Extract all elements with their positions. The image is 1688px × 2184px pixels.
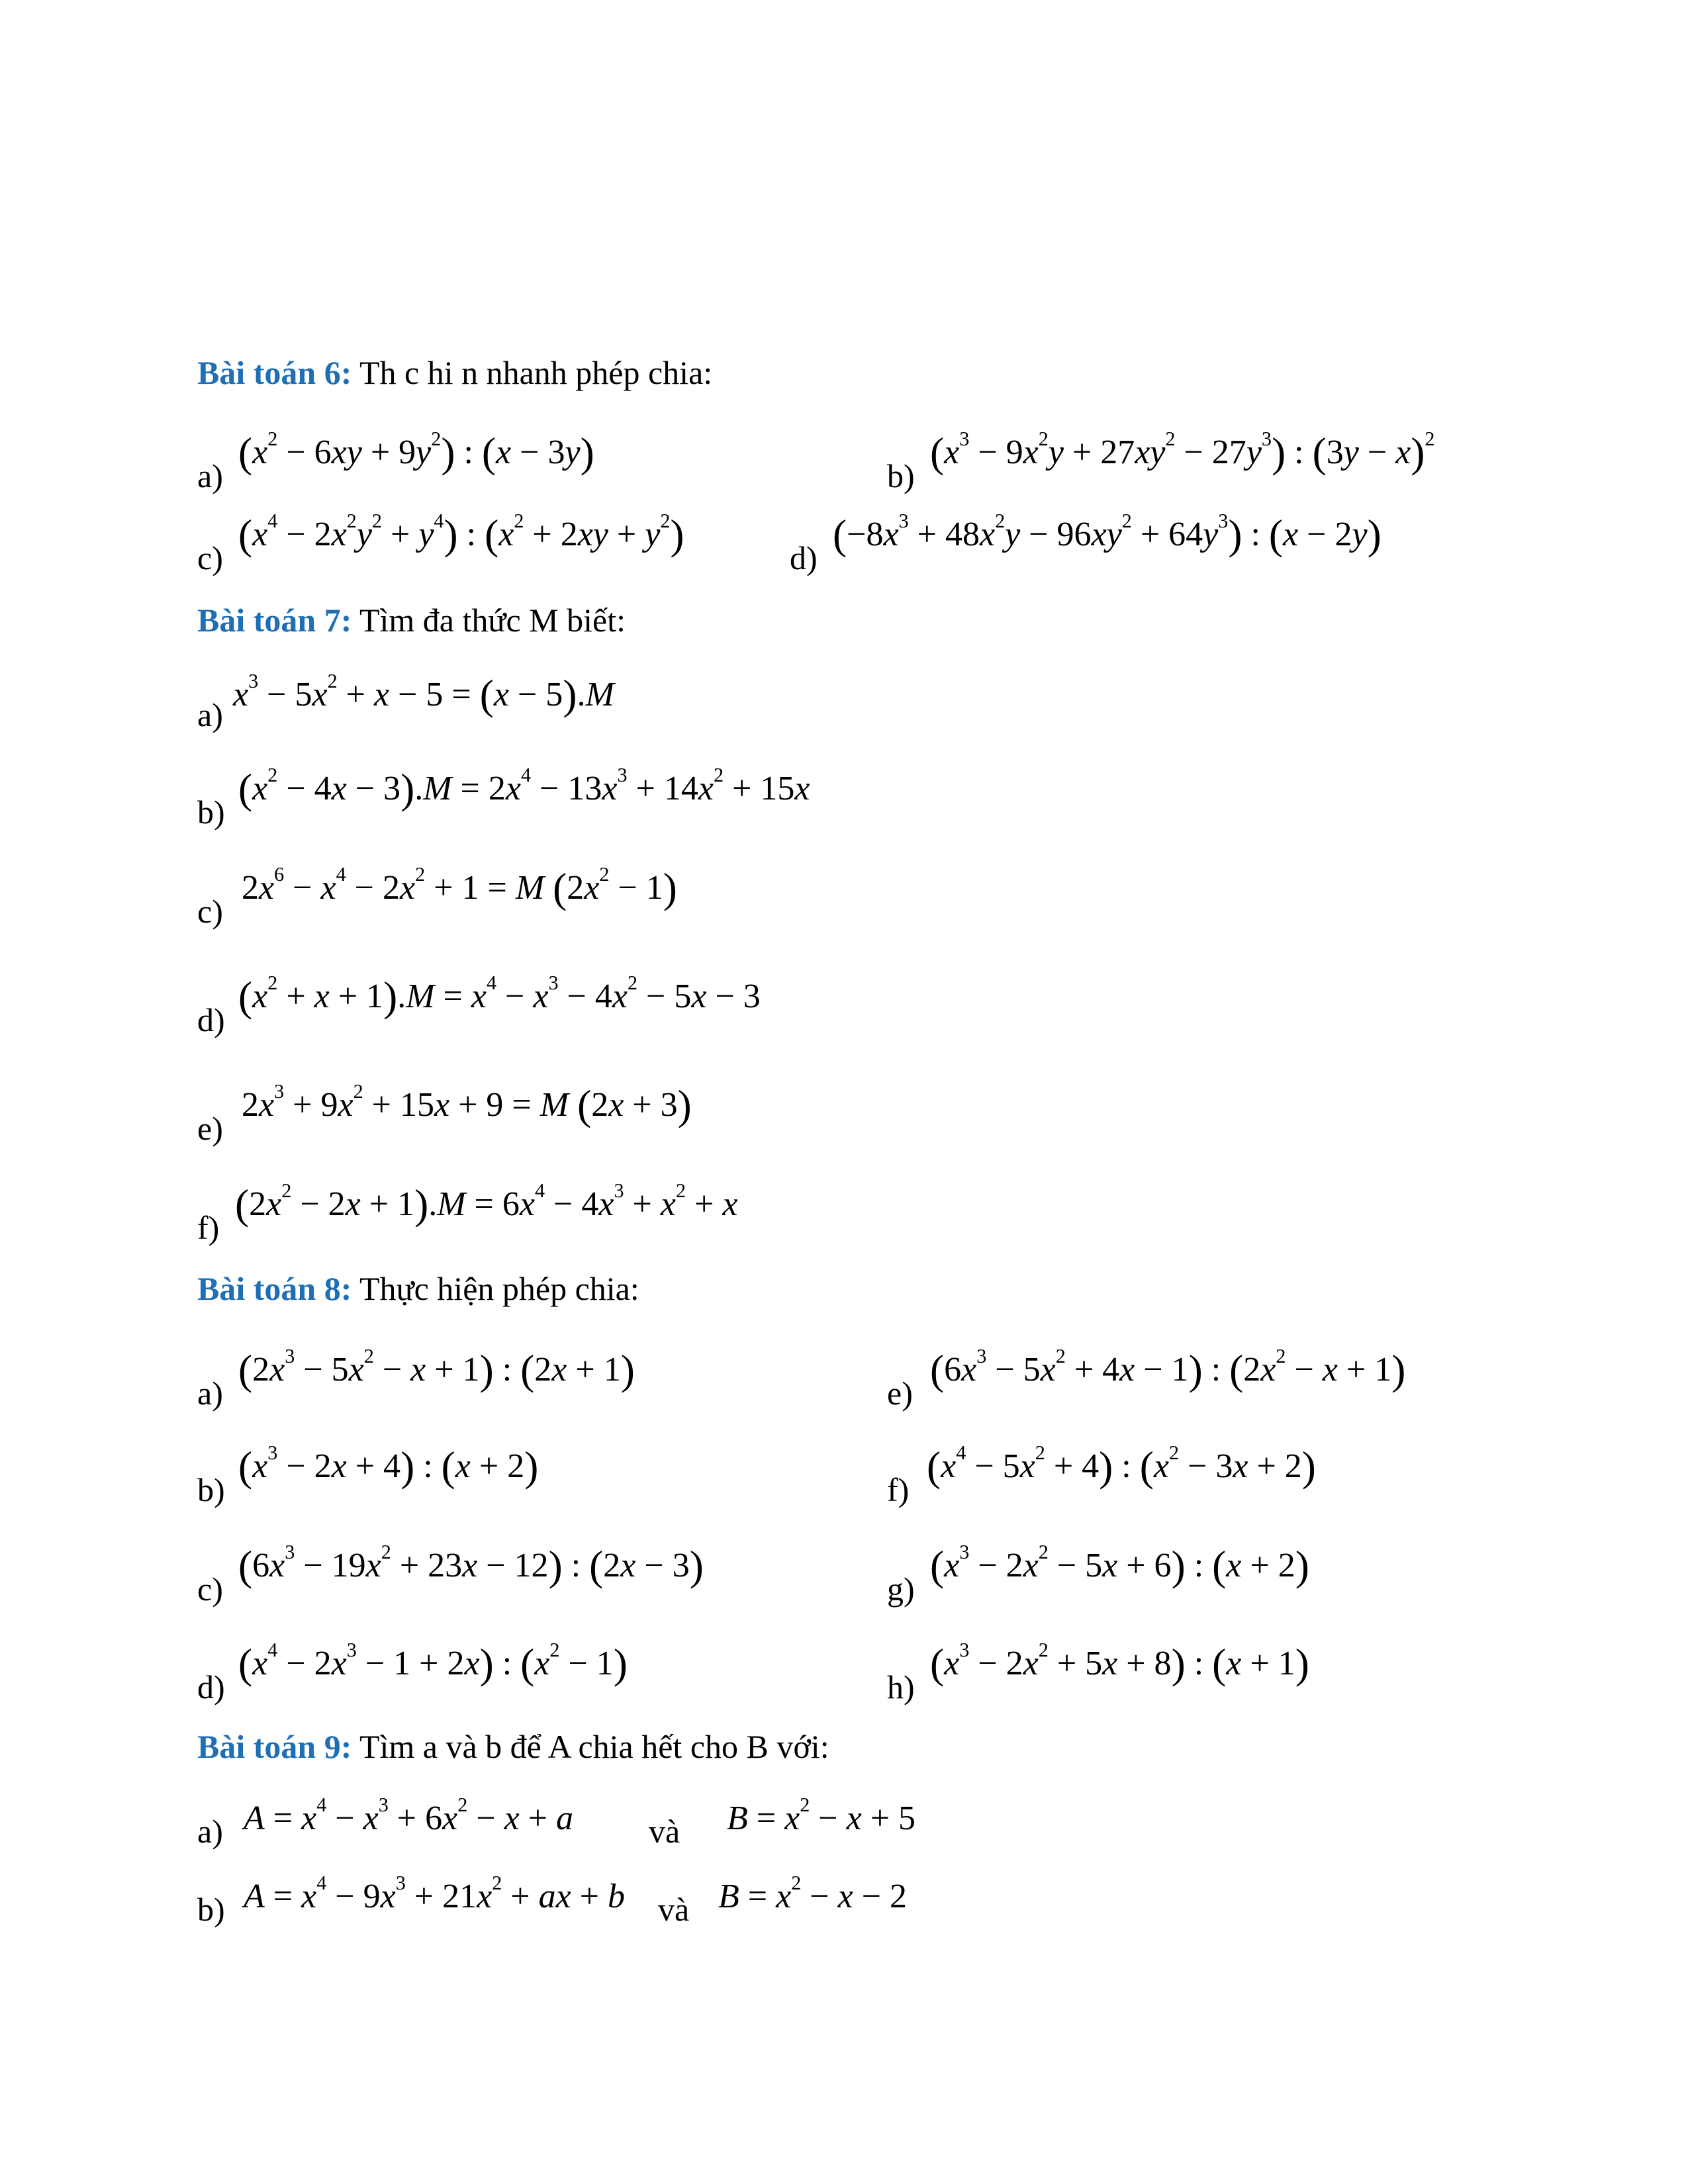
bt7-a-expression: $x^3 - 5x^2 + x - 5 = (x - 5).M$ <box>233 669 614 718</box>
bt7-c-label: c) <box>197 893 223 930</box>
bt9-b-label: b) <box>197 1891 225 1928</box>
bt7-text: Tìm đa thức M biết: <box>359 602 626 639</box>
bt7-e-expression: $2x^3 + 9x^2 + 15x + 9 = M$ (2x + 3) <box>242 1079 692 1128</box>
bt8-d-label: d) <box>197 1668 225 1706</box>
bt8-g-expression: $(x^3 - 2x^2 - 5x + 6)$ : (x + 2) <box>930 1540 1309 1589</box>
bt9-a-label: a) <box>197 1813 223 1850</box>
bt8-h-expression: $(x^3 - 2x^2 + 5x + 8)$ : (x + 1) <box>930 1638 1309 1687</box>
bt9-label: Bài toán 9: <box>197 1728 352 1765</box>
bt6-label: Bài toán 6: <box>197 354 352 391</box>
bt8-e-expression: $(6x^3 - 5x^2 + 4x - 1)$ : $(2x^2 - x + 1)$ <box>930 1344 1406 1393</box>
bt6-b-label: b) <box>887 457 915 494</box>
bt6-heading <box>197 356 712 389</box>
bt9-a-conjunction: và <box>649 1813 680 1850</box>
bt9-b-expression-A: $A = x^4 - 9x^3 + 21x^2$ + ax + b <box>244 1871 626 1915</box>
bt8-heading <box>197 1272 639 1305</box>
bt8-b-expression: $(x^3 - 2x + 4)$ : (x + 2) <box>238 1441 539 1490</box>
bt9-b-expression-B: $B = x^2 - x - 2$ <box>718 1871 908 1915</box>
bt8-text: Thực hiện phép chia: <box>359 1270 639 1307</box>
bt9-a-expression-B: $B = x^2 - x + 5$ <box>727 1793 916 1837</box>
bt8-label: Bài toán 8: <box>197 1270 352 1307</box>
bt7-f-expression: $(2x^2 - 2x + 1).M = 6x^4 - 4x^3 + x^2 + x$ <box>235 1179 738 1228</box>
bt9-heading <box>197 1730 829 1763</box>
bt7-d-expression: $(x^2 + x + 1).M = x^4 - x^3 - 4x^2 - 5x - 3$ <box>238 971 761 1020</box>
bt8-f-expression: $(x^4 - 5x^2 + 4)$ : $(x^2 - 3x + 2)$ <box>927 1441 1316 1490</box>
bt8-a-expression: $(2x^3 - 5x^2 - x + 1)$ : (2x + 1) <box>238 1344 635 1393</box>
bt7-heading <box>197 604 626 637</box>
bt6-b-expression: $(x^3 - 9x^2y + 27xy^2 - 27y^3)$ : $(3y - x)^2$ <box>930 427 1435 476</box>
bt8-b-label: b) <box>197 1471 225 1508</box>
bt7-a-label: a) <box>197 696 223 733</box>
bt8-g-label: g) <box>887 1570 915 1608</box>
bt8-e-label: e) <box>887 1375 913 1412</box>
bt8-c-label: c) <box>197 1570 223 1608</box>
bt6-a-label: a) <box>197 457 223 494</box>
bt9-b-conjunction: và <box>658 1891 690 1928</box>
bt8-c-expression: $(6x^3 - 19x^2 + 23x - 12)$ : (2x − 3) <box>238 1540 704 1589</box>
bt6-c-label: c) <box>197 539 223 576</box>
bt6-text: Th c hi n nhanh phép chia: <box>359 354 713 391</box>
bt7-c-expression: $2x^6 - x^4 - 2x^2 + 1 = M$ $(2x^2 - 1)$ <box>242 862 677 911</box>
bt7-d-label: d) <box>197 1001 225 1038</box>
bt6-a-expression: $(x^2 - 6xy + 9y^2)$ : (x − 3y) <box>238 427 594 476</box>
bt6-d-label: d) <box>790 539 818 576</box>
bt6-d-expression: $(-8x^3 + 48x^2y - 96xy^2 + 64y^3)$ : (x − 2y) <box>833 509 1382 558</box>
bt8-f-label: f) <box>887 1471 910 1508</box>
bt8-h-label: h) <box>887 1668 915 1706</box>
bt8-d-expression: $(x^4 - 2x^3 - 1 + 2x)$ : $(x^2 - 1)$ <box>238 1638 628 1687</box>
bt6-c-expression: $(x^4 - 2x^2y^2 + y^4)$ : $(x^2 + 2xy + y^2)$ <box>238 509 684 558</box>
bt8-a-label: a) <box>197 1375 223 1412</box>
bt7-f-label: f) <box>197 1209 220 1246</box>
bt7-e-label: e) <box>197 1110 223 1147</box>
bt7-b-label: b) <box>197 794 225 831</box>
bt9-text: Tìm a và b để A chia hết cho B với: <box>359 1728 829 1765</box>
bt9-a-expression-A: $A = x^4 - x^3 + 6x^2 - x + a$ <box>244 1793 574 1837</box>
bt7-b-expression: $(x^2 - 4x - 3).M = 2x^4 - 13x^3 + 14x^2 + 15x$ <box>238 763 810 812</box>
bt7-label: Bài toán 7: <box>197 602 352 639</box>
